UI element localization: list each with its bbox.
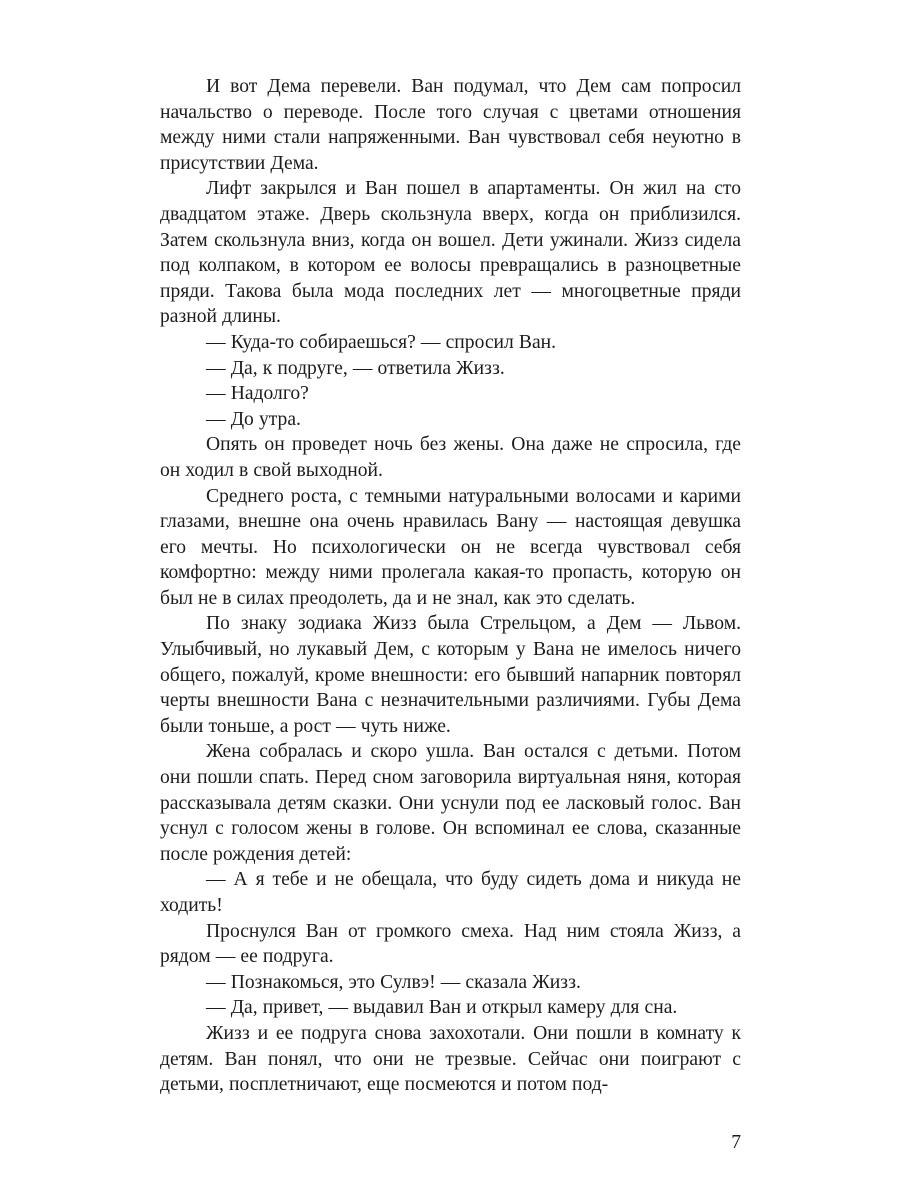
- paragraph: Лифт закрылся и Ван пошел в апартаменты. Он жил на сто двадцатом этаже. Дверь скользнула вверх, когда он приблизился. Затем скользнула вниз, когда он вошел. Дети ужинали. Жизз сидела под колпаком, в котором ее волосы превращались в разноцветные пряди. Такова была мода последних лет — многоцветные пряди разной длины.: [160, 178, 741, 328]
- paragraph: Среднего роста, с темными натуральными волосами и карими глазами, внешне она очень нравилась Вану — настоящая девушка его мечты. Но психологически он не всегда чувствовал себя комфортно: между ними пролегала какая-то пропасть, которую он был не в силах преодолеть, да и не знал, как это сделать.: [160, 485, 741, 609]
- paragraph: Жена собралась и скоро ушла. Ван остался с детьми. Потом они пошли спать. Перед сном заговорила виртуальная няня, которая рассказывала детям сказки. Они уснули под ее ласковый голос. Ван уснул с голосом жены в голове. Он вспоминал ее слова, сказанные после рождения детей:: [160, 741, 741, 865]
- page-text: [160, 74, 741, 1098]
- paragraph: Проснулся Ван от громкого смеха. Над ним стояла Жизз, а рядом — ее подруга.: [160, 920, 741, 968]
- paragraph: Опять он проведет ночь без жены. Она даже не спросила, где он ходил в свой выходной.: [160, 434, 741, 481]
- dialogue-line: — До утра.: [206, 408, 301, 430]
- dialogue-line: — Куда-то собираешься? — спросил Ван.: [206, 331, 557, 353]
- paragraph: И вот Дема перевели. Ван подумал, что Дем сам попросил начальство о переводе. После того случая с цветами отношения между ними стали напряженными. Ван чувствовал себя неуютно в присутствии Дема.: [160, 76, 741, 174]
- dialogue-line: — А я тебе и не обещала, что буду сидеть дома и никуда не ходить!: [160, 869, 741, 916]
- page-number: 7: [731, 1132, 741, 1153]
- dialogue-line: — Познакомься, это Сулвэ! — сказала Жизз.: [206, 971, 581, 993]
- paragraph: По знаку зодиака Жизз была Стрельцом, а Дем — Львом. Улыбчивый, но лукавый Дем, с которым у Вана не имелось ничего общего, пожалуй, кроме внешности: его бывший напарник повторял черты внешности Вана с незначительными различиями. Губы Дема были тоньше, а рост — чуть ниже.: [160, 613, 741, 737]
- dialogue-line: — Да, привет, — выдавил Ван и открыл камеру для сна.: [206, 997, 678, 1019]
- dialogue-line: — Надолго?: [206, 383, 309, 405]
- paragraph: Жизз и ее подруга снова захохотали. Они пошли в комнату к детям. Ван понял, что они не трезвые. Сейчас они поиграют с детьми, посплетничают, еще посмеются и потом под-: [160, 1022, 741, 1096]
- dialogue-line: — Да, к подруге, — ответила Жизз.: [206, 357, 505, 379]
